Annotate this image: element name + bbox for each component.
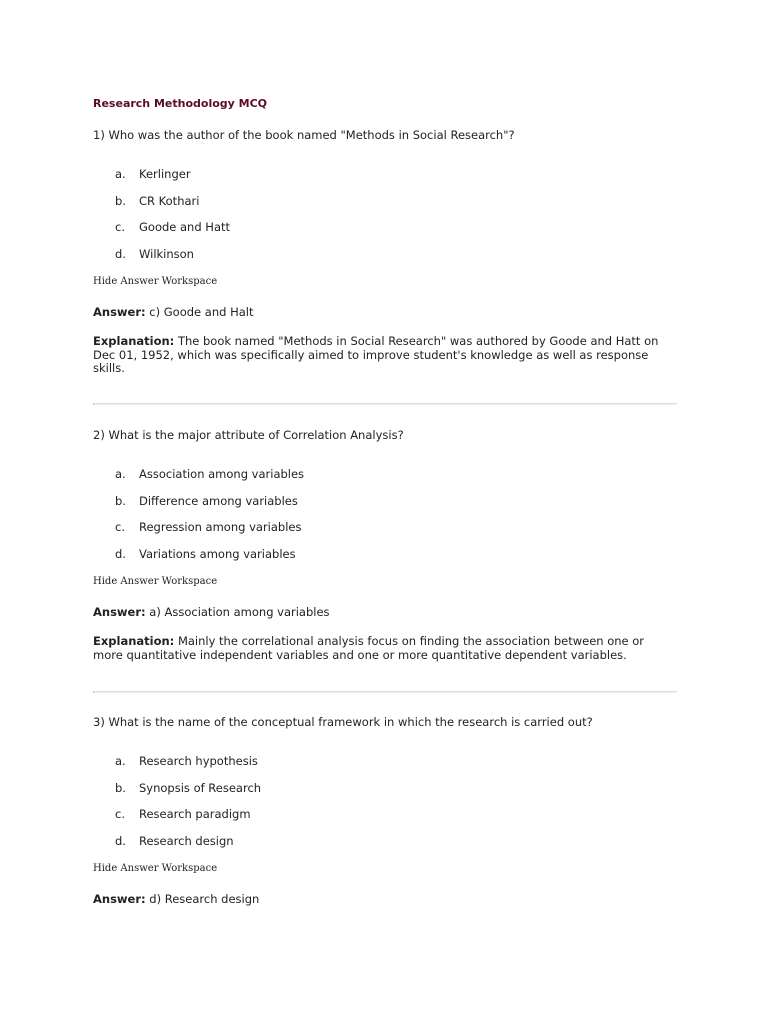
option-text: Research hypothesis (139, 754, 258, 768)
explanation-label: Explanation: (93, 334, 175, 348)
hide-answer-workspace-link[interactable]: Hide Answer Workspace (93, 276, 218, 287)
option-d (93, 246, 675, 273)
explanation-text: Mainly the correlational analysis focus on finding the association between one or more quantitative independent variables and one or more quantitative dependent variables. (93, 634, 645, 662)
option-d (93, 546, 675, 573)
option-letter: c. (115, 520, 125, 534)
option-c (93, 519, 675, 546)
option-letter: a. (115, 467, 126, 481)
option-text: CR Kothari (139, 193, 200, 208)
option-letter: c. (115, 807, 125, 821)
answer (93, 304, 675, 320)
option-b (93, 780, 675, 807)
answer (93, 891, 675, 907)
option-text: Wilkinson (139, 246, 194, 261)
answer-label: Answer: (93, 305, 146, 319)
answer-text: a) Association among variables (149, 605, 330, 619)
question-text: 1) Who was the author of the book named "Methods in Social Research"? (93, 128, 515, 142)
option-c (93, 219, 675, 246)
options-list (93, 466, 675, 572)
option-d (93, 833, 675, 860)
option-text: Difference among variables (139, 493, 298, 508)
option-letter: b. (115, 493, 126, 508)
option-letter: a. (115, 754, 126, 768)
question-text: 2) What is the major attribute of Correlation Analysis? (93, 428, 404, 442)
explanation-text: The book named "Methods in Social Research" was authored by Goode and Hatt on Dec 01, 1952, which was specifically aimed to improve student's knowledge as well as response skills. (93, 334, 659, 375)
answer (93, 604, 675, 620)
option-b (93, 493, 675, 520)
option-text: Research design (139, 833, 234, 848)
option-b (93, 193, 675, 220)
option-letter: d. (115, 246, 126, 261)
option-letter: b. (115, 780, 126, 795)
answer-text: d) Research design (149, 892, 260, 906)
option-text: Regression among variables (139, 520, 302, 534)
explanation (93, 635, 675, 662)
question-1 (93, 127, 675, 376)
options-list (93, 166, 675, 272)
question-2 (93, 427, 675, 662)
answer-label: Answer: (93, 605, 146, 619)
option-text: Kerlinger (139, 167, 191, 181)
option-letter: b. (115, 193, 126, 208)
question-3 (93, 714, 675, 907)
options-list (93, 753, 675, 859)
question-divider (93, 691, 677, 693)
option-text: Synopsis of Research (139, 780, 262, 795)
option-letter: d. (115, 833, 126, 848)
option-text: Research paradigm (139, 807, 251, 821)
question-divider (93, 403, 677, 405)
document-page (93, 96, 675, 906)
option-letter: c. (115, 220, 125, 234)
answer-text: c) Goode and Halt (149, 305, 254, 319)
option-letter: a. (115, 167, 126, 181)
option-letter: d. (115, 546, 126, 561)
option-text: Goode and Hatt (139, 220, 231, 234)
page-title: Research Methodology MCQ (93, 97, 268, 110)
option-text: Variations among variables (139, 546, 296, 561)
question-text: 3) What is the name of the conceptual framework in which the research is carried out? (93, 715, 593, 729)
option-text: Association among variables (139, 467, 305, 481)
option-a (93, 753, 675, 780)
option-a (93, 466, 675, 493)
hide-answer-workspace-link[interactable]: Hide Answer Workspace (93, 863, 218, 874)
answer-label: Answer: (93, 892, 146, 906)
option-c (93, 806, 675, 833)
explanation (93, 335, 675, 376)
hide-answer-workspace-link[interactable]: Hide Answer Workspace (93, 576, 218, 587)
option-a (93, 166, 675, 193)
explanation-label: Explanation: (93, 634, 175, 648)
